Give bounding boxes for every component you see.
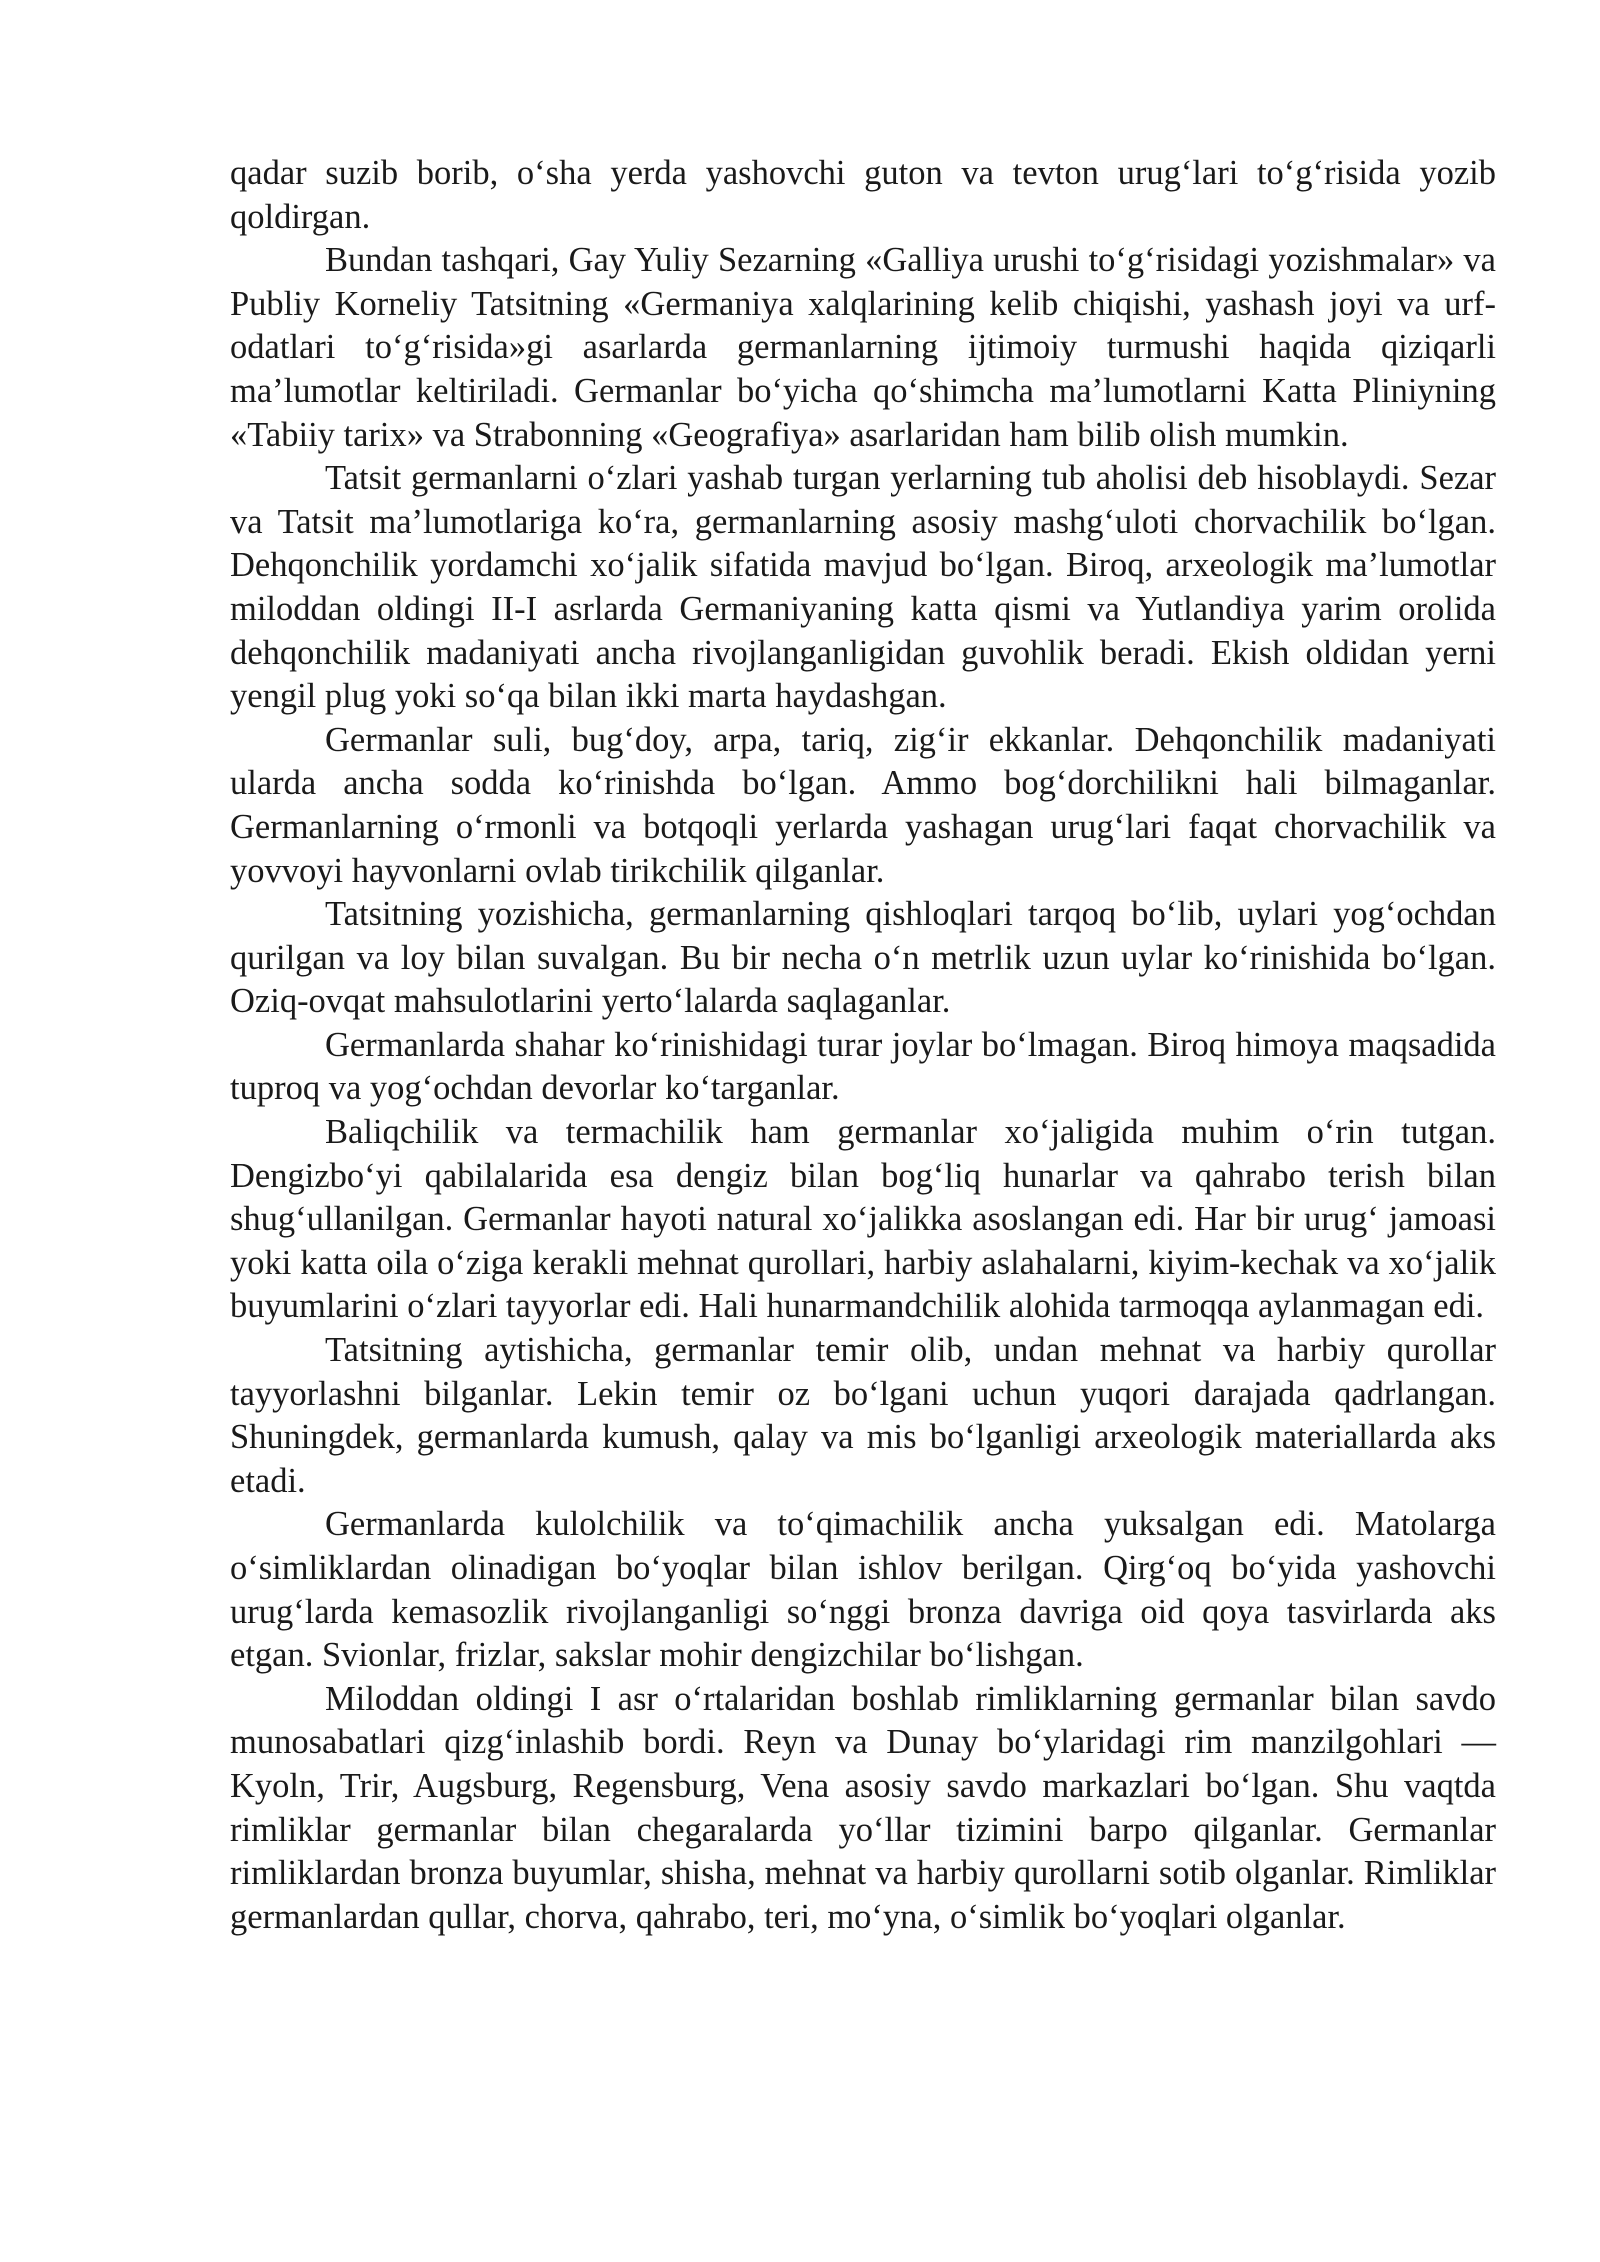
- paragraph: Tatsitning yozishicha, germanlarning qishloqlari tarqoq bo‘lib, uylari yog‘ochdan qurilgan va loy bilan suvalgan. Bu bir necha o‘n metrlik uzun uylar ko‘rinishida bo‘lgan. Oziq-ovqat mahsulotlarini yerto‘lalarda saqlaganlar.: [230, 895, 1496, 1021]
- paragraph: Baliqchilik va termachilik ham germanlar xo‘jaligida muhim o‘rin tutgan. Dengizbo‘yi qabilalarida esa dengiz bilan bog‘liq hunarlar va qahrabo terish bilan shug‘ullanilgan. Germanlar hayoti natural xo‘jalikka asoslangan edi. Har bir urug‘ jamoasi yoki katta oila o‘ziga kerakli mehnat qurollari, harbiy aslahalarni, kiyim-kechak va xo‘jalik buyumlarini o‘zlari tayyorlar edi. Hali hunarmandchilik alohida tarmoqqa aylanmagan edi.: [230, 1113, 1496, 1326]
- paragraph: Bundan tashqari, Gay Yuliy Sezarning «Galliya urushi to‘g‘risidagi yozishmalar» va Publiy Korneliy Tatsitning «Germaniya xalqlarining kelib chiqishi, yashash joyi va urf-odatlari to‘g‘risida»gi asarlarda germanlarning ijtimoiy turmushi haqida qiziqarli ma’lumotlar keltiriladi. Germanlar bo‘yicha qo‘shimcha ma’lumotlarni Katta Pliniyning «Tabiiy tarix» va Strabonning «Geografiya» asarlaridan ham bilib olish mumkin.: [230, 241, 1496, 454]
- paragraph: Germanlarda shahar ko‘rinishidagi turar joylar bo‘lmagan. Biroq himoya maqsadida tuproq va yog‘ochdan devorlar ko‘targanlar.: [230, 1025, 1496, 1108]
- paragraph: Tatsit germanlarni o‘zlari yashab turgan yerlarning tub aholisi deb hisoblaydi. Sezar va Tatsit ma’lumotlariga ko‘ra, germanlarning asosiy mashg‘uloti chorvachilik bo‘lgan. Dehqonchilik yordamchi xo‘jalik sifatida mavjud bo‘lgan. Biroq, arxeologik ma’lumotlar miloddan oldingi II-I asrlarda Germaniyaning katta qismi va Yutlandiya yarim orolida dehqonchilik madaniyati ancha rivojlanganligidan guvohlik beradi. Ekish oldidan yerni yengil plug yoki so‘qa bilan ikki marta haydashgan.: [230, 459, 1496, 716]
- paragraph: Miloddan oldingi I asr o‘rtalaridan boshlab rimliklarning germanlar bilan savdo munosabatlari qizg‘inlashib bordi. Reyn va Dunay bo‘ylaridagi rim manzilgohlari — Kyoln, Trir, Augsburg, Regensburg, Vena asosiy savdo markazlari bo‘lgan. Shu vaqtda rimliklar germanlar bilan chegaralarda yo‘llar tizimini barpo qilganlar. Germanlar rimliklardan bronza buyumlar, shisha, mehnat va harbiy qurollarni sotib olganlar. Rimliklar germanlardan qullar, chorva, qahrabo, teri, mo‘yna, o‘simlik bo‘yoqlari olganlar.: [230, 1679, 1496, 1936]
- document-body: [230, 152, 1496, 1939]
- paragraph: Tatsitning aytishicha, germanlar temir olib, undan mehnat va harbiy qurollar tayyorlashni bilganlar. Lekin temir oz bo‘lgani uchun yuqori darajada qadrlangan. Shuningdek, germanlarda kumush, qalay va mis bo‘lganligi arxeologik materiallarda aks etadi.: [230, 1331, 1496, 1500]
- paragraph: Germanlarda kulolchilik va to‘qimachilik ancha yuksalgan edi. Matolarga o‘simliklardan olinadigan bo‘yoqlar bilan ishlov berilgan. Qirg‘oq bo‘yida yashovchi urug‘larda kemasozlik rivojlanganligi so‘nggi bronza davriga oid qoya tasvirlarda aks etgan. Svionlar, frizlar, sakslar mohir dengizchilar bo‘lishgan.: [230, 1505, 1496, 1675]
- paragraph-continuation: qadar suzib borib, o‘sha yerda yashovchi guton va tevton urug‘lari to‘g‘risida yozib qoldirgan.: [230, 154, 1496, 236]
- paragraph: Germanlar suli, bug‘doy, arpa, tariq, zig‘ir ekkanlar. Dehqonchilik madaniyati ularda ancha sodda ko‘rinishda bo‘lgan. Ammo bog‘dorchilikni hali bilmaganlar. Germanlarning o‘rmonli va botqoqli yerlarda yashagan urug‘lari faqat chorvachilik va yovvoyi hayvonlarni ovlab tirikchilik qilganlar.: [230, 720, 1496, 890]
